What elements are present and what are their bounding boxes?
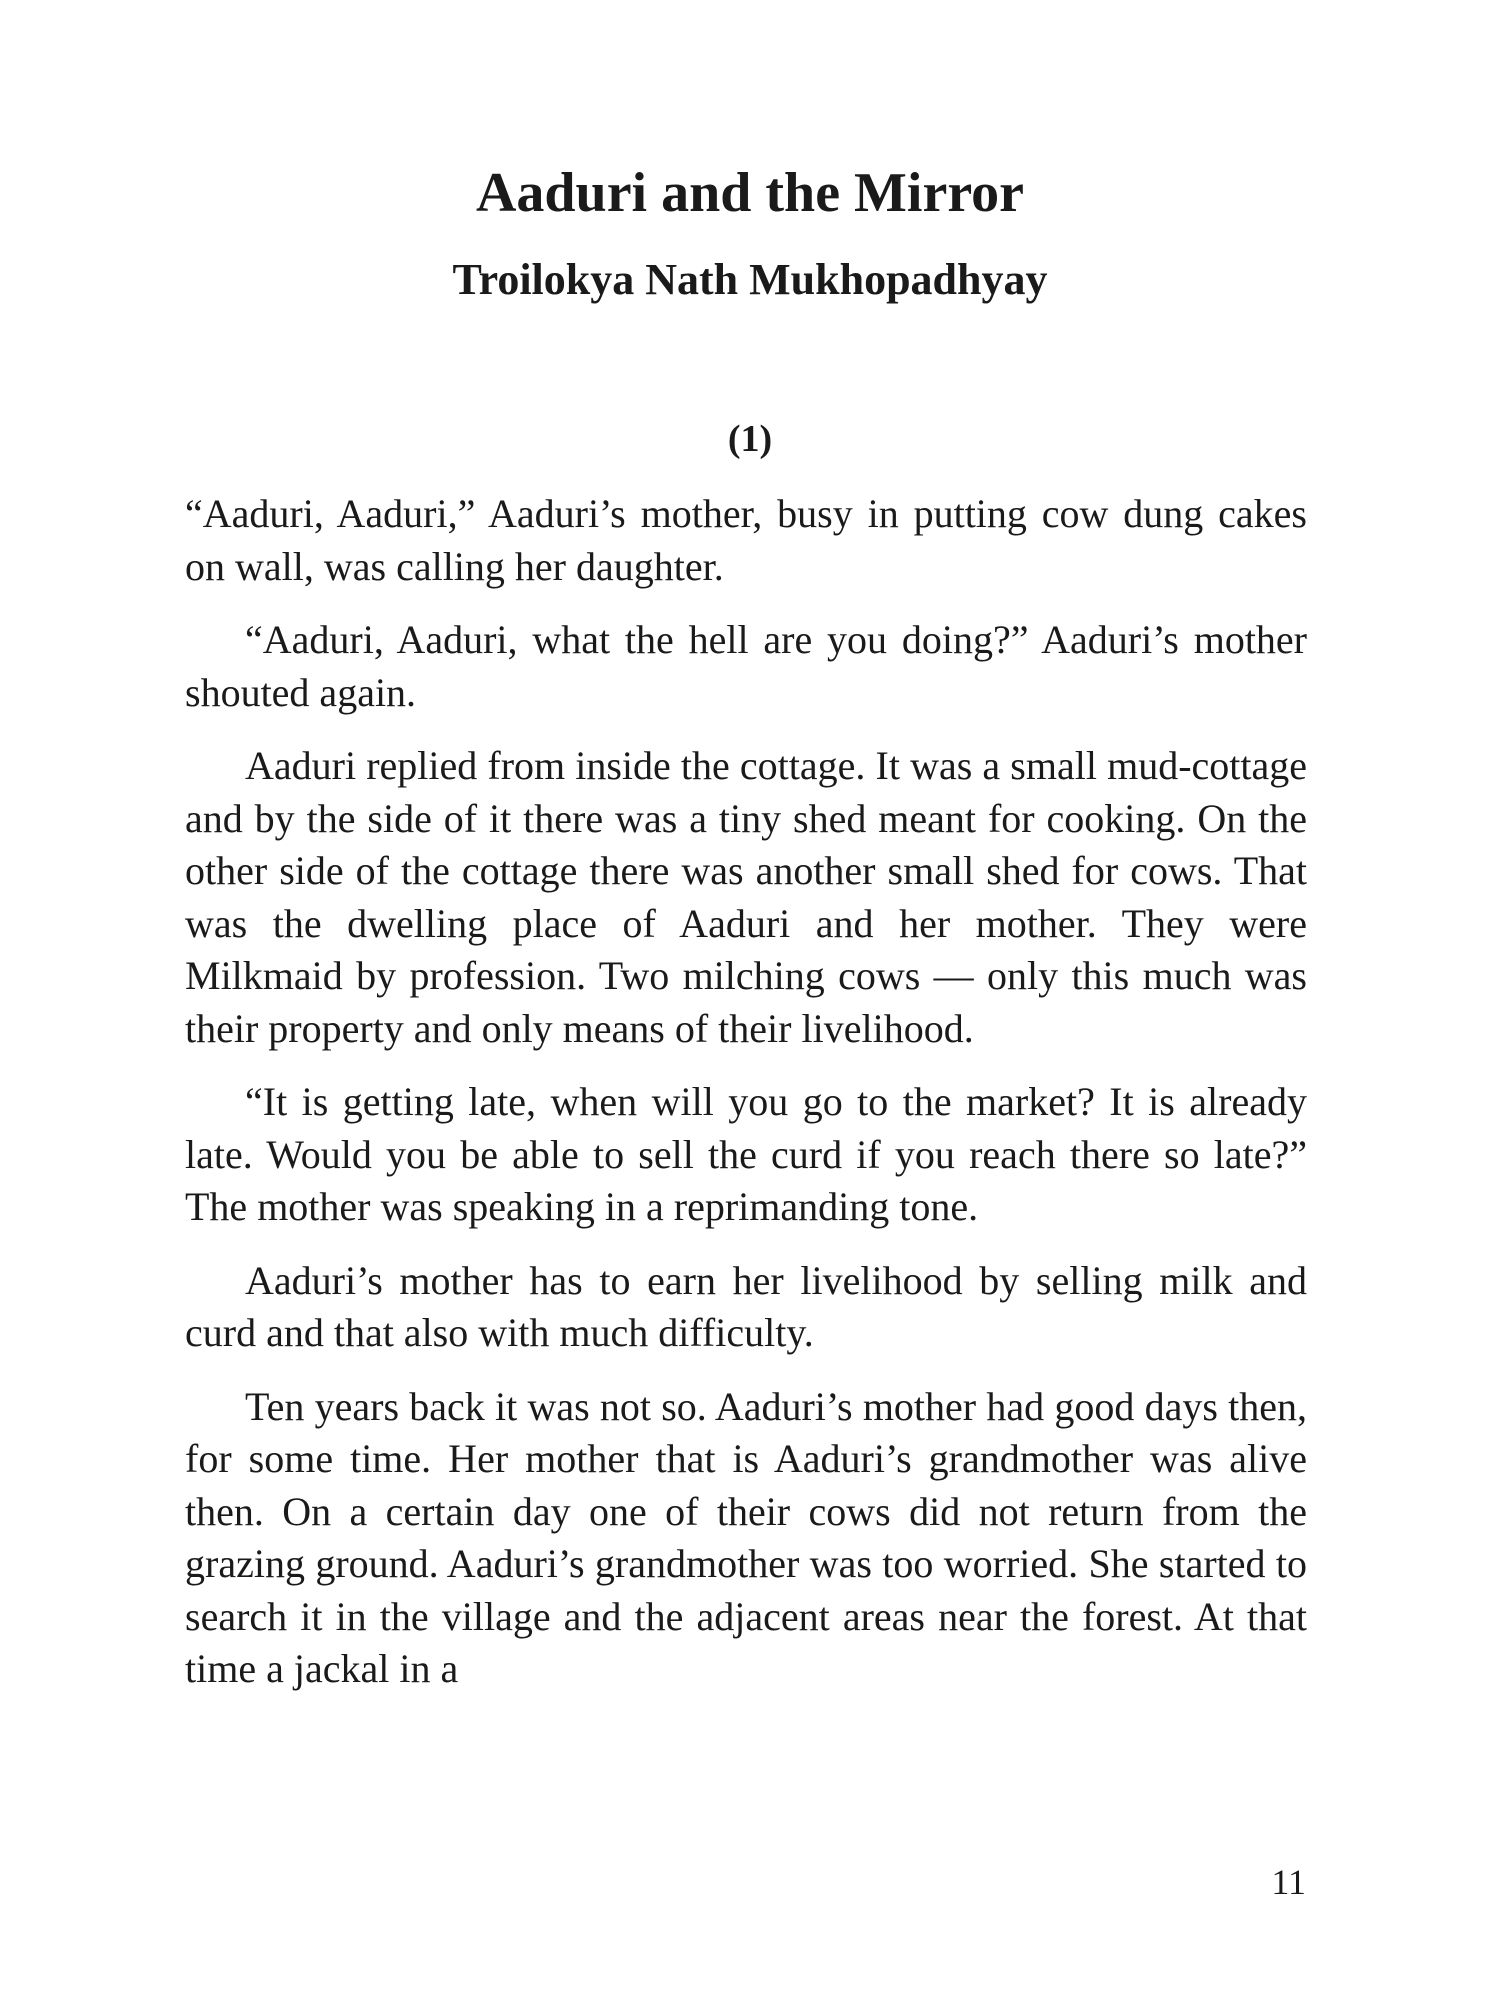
paragraph: “It is getting late, when will you go to the market? It is already late. Would you be able to sell the curd if you reach there so late?” The mother was speaking in a reprimanding tone. xyxy=(185,1079,1307,1229)
story-title: Aaduri and the Mirror xyxy=(475,162,1025,224)
section-number: (1) xyxy=(727,418,773,460)
paragraph: “Aaduri, Aaduri,” Aaduri’s mother, busy in putting cow dung cakes on wall, was calling her daughter. xyxy=(185,491,1307,589)
author-name: Troilokya Nath Mukhopadhyay xyxy=(452,255,1048,304)
paragraph: “Aaduri, Aaduri, what the hell are you doing?” Aaduri’s mother shouted again. xyxy=(185,617,1307,715)
paragraph: Aaduri’s mother has to earn her livelihood by selling milk and curd and that also with much difficulty. xyxy=(185,1257,1307,1355)
page-number: 11 xyxy=(1271,1862,1306,1902)
story-body xyxy=(185,488,1307,1717)
paragraph: Ten years back it was not so. Aaduri’s mother had good days then, for some time. Her mother that is Aaduri’s grandmother was alive then. On a certain day one of their cows did not return from the grazing ground. Aaduri’s grandmother was too worried. She started to search it in the village and the adjacent areas near the forest. At that time a jackal in a xyxy=(185,1383,1307,1691)
paragraph: Aaduri replied from inside the cottage. It was a small mud-cottage and by the side of it there was a tiny shed meant for cooking. On the other side of the cottage there was another small shed for cows. That was the dwelling place of Aaduri and her mother. They were Milkmaid by profession. Two milching cows — only this much was their property and only means of their livelihood. xyxy=(185,743,1307,1051)
